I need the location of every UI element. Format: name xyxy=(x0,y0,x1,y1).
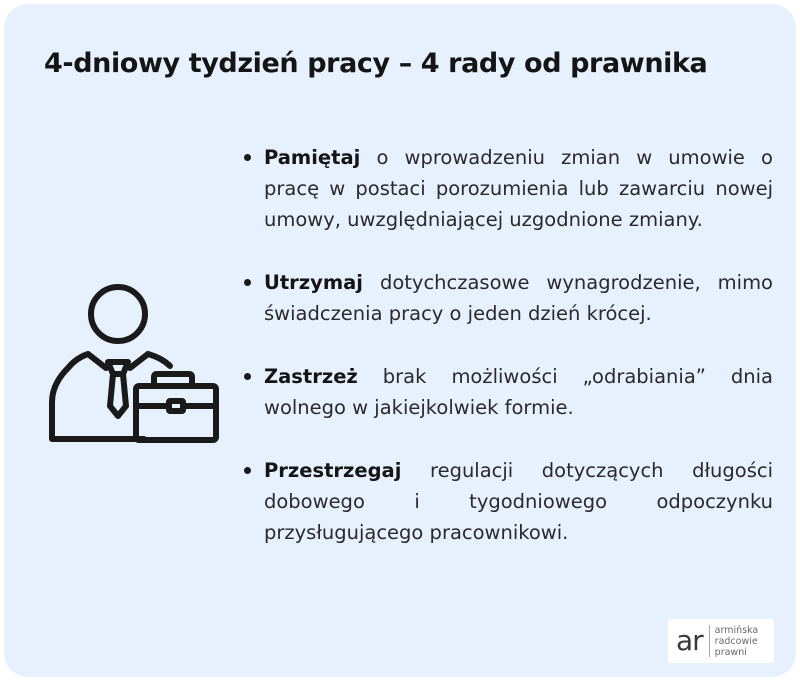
company-logo xyxy=(668,619,774,663)
logo-mark: ar xyxy=(676,624,703,657)
tip-text: brak możliwości „odrabiania” dnia wolnego w jakiejkolwiek formie. xyxy=(264,365,773,419)
list-item xyxy=(240,455,773,548)
tip-lead: Zastrzeż xyxy=(264,365,358,388)
list-item xyxy=(240,361,773,423)
list-item xyxy=(240,267,773,329)
tip-lead: Pamiętaj xyxy=(264,146,361,169)
businessman-with-briefcase-icon xyxy=(46,284,221,444)
tip-text: dotychczasowe wynagrodzenie, mimo świadczenia pracy o jeden dzień krócej. xyxy=(264,271,773,325)
logo-line: armińska xyxy=(714,624,759,636)
tip-lead: Utrzymaj xyxy=(264,271,363,294)
page-title: 4-dniowy tydzień pracy – 4 rady od prawnika xyxy=(44,48,708,79)
logo-divider xyxy=(709,625,710,657)
list-item xyxy=(240,142,773,235)
logo-line: prawni xyxy=(714,646,747,658)
infographic-card xyxy=(4,4,796,677)
tip-text: o wprowadzeniu zmian w umowie o pracę w postaci porozumienia lub zawarciu nowej umowy, uwzględniającej uzgodnione zmiany. xyxy=(264,146,773,231)
tip-lead: Przestrzegaj xyxy=(264,459,402,482)
logo-line: radcowie xyxy=(714,635,758,647)
tip-text: regulacji dotyczących długości dobowego i tygodniowego odpoczynku przysługującego pracownikowi. xyxy=(264,459,773,544)
logo-wordmark xyxy=(715,625,759,658)
tips-list xyxy=(240,142,773,580)
